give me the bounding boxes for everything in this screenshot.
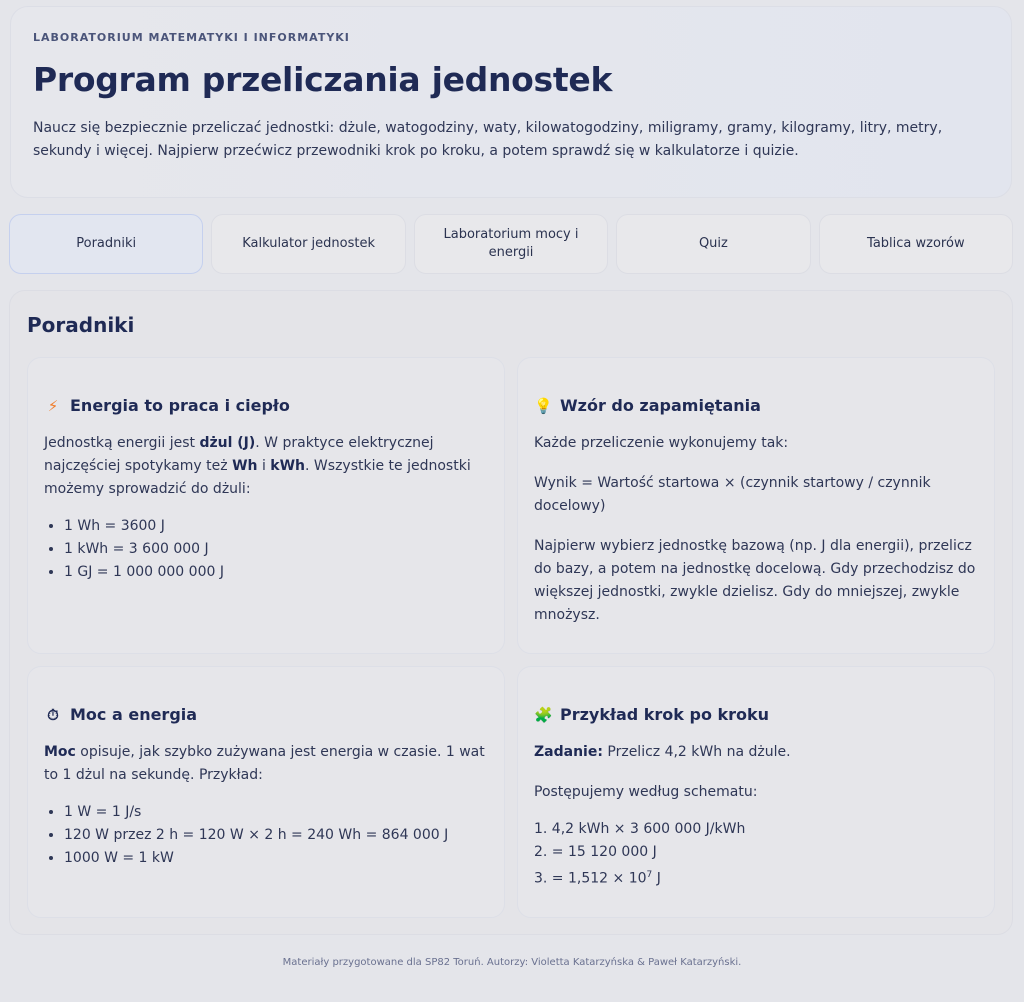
puzzle-icon: 🧩 bbox=[534, 705, 553, 724]
list-item: • 1 Wh = 3600 J bbox=[64, 515, 488, 538]
list-item: • 1 W = 1 J/s bbox=[64, 801, 488, 824]
card-formula-explanation: Najpierw wybierz jednostkę bazową (np. J dla energii), przelicz do bazy, a potem na jednostkę docelową. Gdy przechodzisz do większej jednostki, zwykle dzielisz. Gdy do mniejszej, zwykle mnożysz. bbox=[534, 538, 976, 623]
stopwatch-icon: ⏱ bbox=[47, 705, 59, 724]
card-power-title: Moc a energia bbox=[70, 705, 198, 724]
tab-tablica-wzorow[interactable]: Tablica wzorów bbox=[819, 214, 1013, 274]
card-example-title: Przykład krok po kroku bbox=[560, 705, 770, 724]
list-item: 3. = $1,512 \times 10^7$ J bbox=[534, 870, 661, 887]
card-energy-list bbox=[44, 515, 488, 584]
panel-title: Poradniki bbox=[27, 313, 135, 337]
list-item: • 1000 W = 1 kW bbox=[64, 847, 488, 870]
card-energy-text: Jednostką energii jest dżul (J). W praktyce elektrycznej najczęściej spotykamy też Wh i kWh. Wszystkie te jednostki możemy sprowadzić do dżuli: bbox=[44, 435, 471, 497]
card-formula-heading bbox=[534, 396, 978, 415]
header-description: Naucz się bezpiecznie przeliczać jednostki: dżule, watogodziny, waty, kilowatogodziny, miligramy, gramy, kilogramy, litry, metry, sekundy i więcej. Najpierw przećwicz przewodniki krok po kroku, a potem sprawdź się w kalkulatorze i quizie. bbox=[33, 120, 943, 159]
card-energy bbox=[27, 357, 505, 654]
list-item: 2. = 15 120 000 J bbox=[534, 844, 657, 860]
card-example-steps bbox=[534, 818, 978, 891]
footer-credits: Materiały przygotowane dla SP82 Toruń. Autorzy: Violetta Katarzyńska & Paweł Katarzyński. bbox=[282, 957, 742, 968]
card-power-list bbox=[44, 801, 488, 870]
list-item: • 1 GJ = 1 000 000 000 J bbox=[64, 561, 488, 584]
tab-kalkulator[interactable]: Kalkulator jednostek bbox=[211, 214, 405, 274]
page-title: Program przeliczania jednostek bbox=[33, 60, 613, 99]
lightning-icon: ⚡ bbox=[47, 396, 59, 415]
card-power bbox=[27, 666, 505, 918]
card-example-scheme: Postępujemy według schematu: bbox=[534, 784, 758, 800]
tab-quiz[interactable]: Quiz bbox=[616, 214, 810, 274]
card-energy-title: Energia to praca i ciepło bbox=[70, 396, 290, 415]
card-energy-heading bbox=[44, 396, 488, 415]
guides-panel bbox=[9, 290, 1013, 935]
card-power-heading bbox=[44, 705, 488, 724]
tab-bar bbox=[9, 214, 1013, 274]
card-formula-equation: Wynik = Wartość startowa × (czynnik startowy / czynnik docelowy) bbox=[534, 475, 931, 514]
list-item: 1. 4,2 kWh × 3 600 000 J/kWh bbox=[534, 821, 746, 837]
card-formula-title: Wzór do zapamiętania bbox=[560, 396, 761, 415]
card-power-text: Moc opisuje, jak szybko zużywana jest energia w czasie. 1 wat to 1 dżul na sekundę. Przykład: bbox=[44, 744, 485, 783]
list-item: • 1 kWh = 3 600 000 J bbox=[64, 538, 488, 561]
card-formula bbox=[517, 357, 995, 654]
header-eyebrow: LABORATORIUM MATEMATYKI I INFORMATYKI bbox=[33, 31, 350, 44]
page-header bbox=[10, 6, 1012, 198]
tab-laboratorium[interactable]: Laboratorium mocy i energii bbox=[414, 214, 608, 274]
card-formula-intro: Każde przeliczenie wykonujemy tak: bbox=[534, 435, 789, 451]
list-item: • 120 W przez 2 h = 120 W × 2 h = 240 Wh = 864 000 J bbox=[64, 824, 488, 847]
tab-poradniki[interactable]: Poradniki bbox=[9, 214, 203, 274]
card-example bbox=[517, 666, 995, 918]
card-example-task: Zadanie: Przelicz 4,2 kWh na dżule. bbox=[534, 744, 791, 760]
lightbulb-icon: 💡 bbox=[534, 396, 553, 415]
card-example-heading bbox=[534, 705, 978, 724]
